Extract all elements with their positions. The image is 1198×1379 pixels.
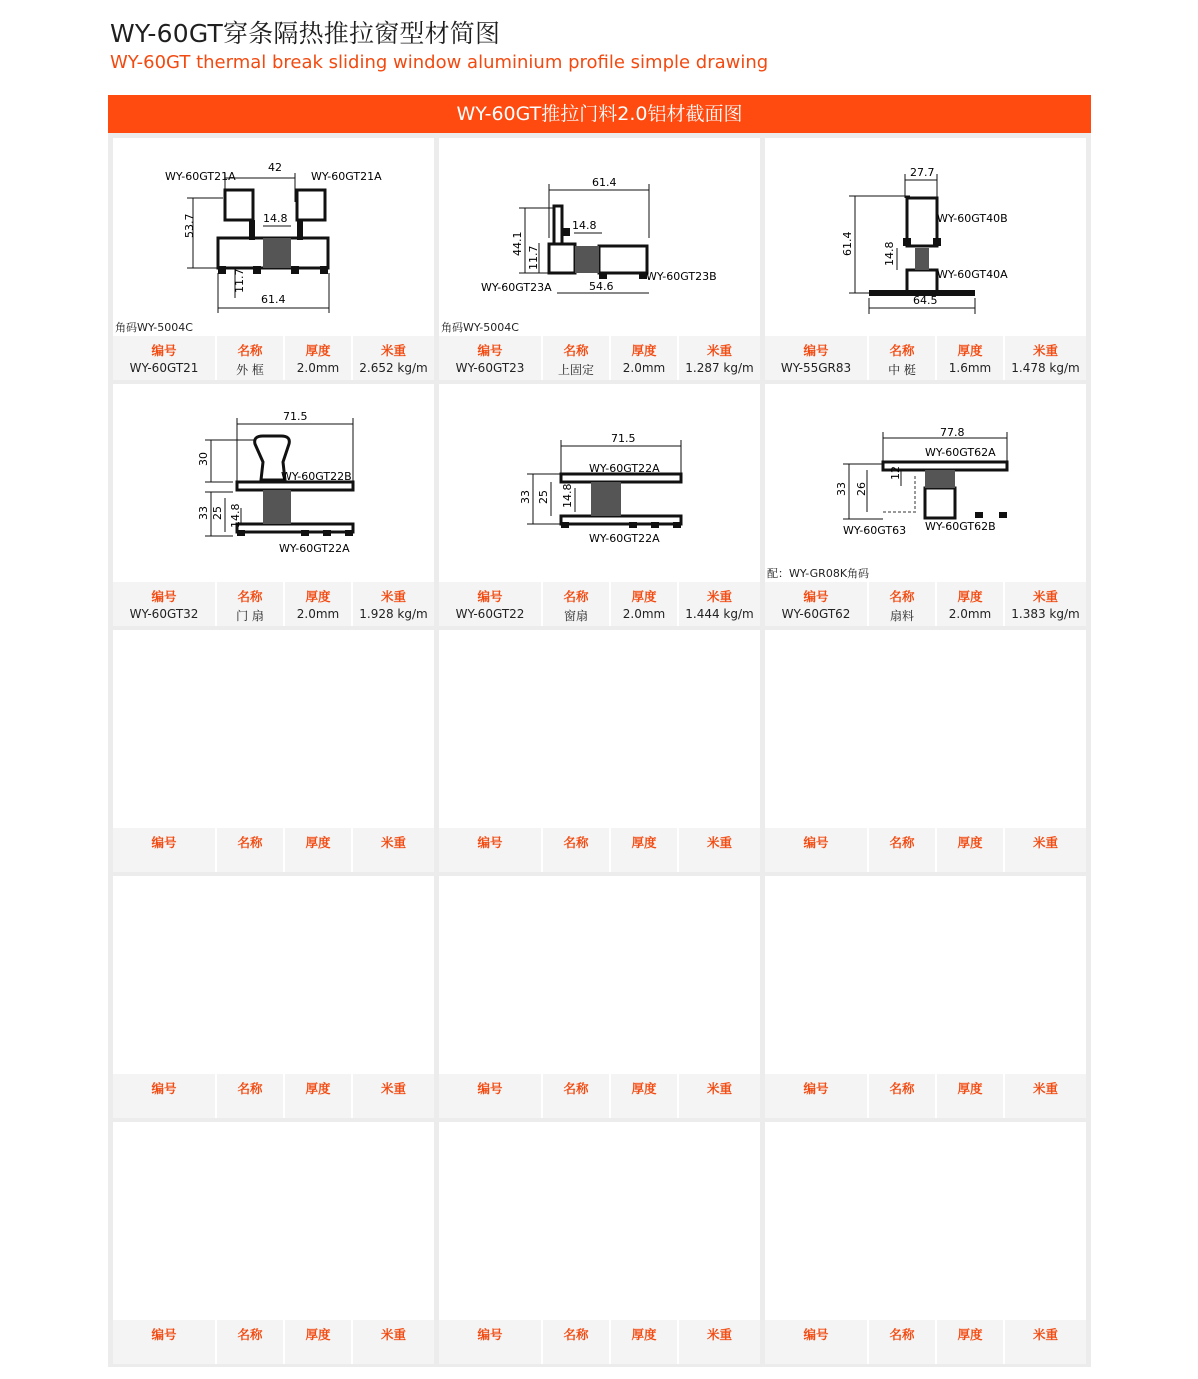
cell-name: 窗扇 <box>563 609 588 623</box>
profile-note: 配：WY-GR08K角码 <box>767 567 870 580</box>
profile-card <box>113 384 434 626</box>
col-header-code: 编号 <box>477 835 503 850</box>
profile-grid <box>108 133 1091 1367</box>
col-header-code: 编号 <box>803 835 829 850</box>
col-header-name: 名称 <box>237 343 263 358</box>
col-header-thickness: 厚度 <box>305 835 331 850</box>
dim-label: 11.7 <box>527 245 540 270</box>
profile-table <box>113 828 434 872</box>
dim-label: 14.8 <box>561 483 574 508</box>
profile-table <box>765 828 1086 872</box>
col-header-code: 编号 <box>151 1327 177 1342</box>
col-header-name: 名称 <box>889 1327 915 1342</box>
profile-drawing <box>113 138 434 336</box>
profile-drawing <box>765 138 1086 336</box>
label-a: WY-60GT21A <box>165 170 236 183</box>
cell-thickness: 2.0mm <box>948 607 992 621</box>
cell-name: 外 框 <box>236 363 264 377</box>
label-a: WY-60GT40B <box>937 212 1008 225</box>
col-header-thickness: 厚度 <box>957 835 983 850</box>
cell-name: 上固定 <box>557 363 594 377</box>
dim-label: 33 <box>835 482 848 496</box>
col-header-weight: 米重 <box>706 1327 732 1342</box>
dim-label: 61.4 <box>841 231 854 256</box>
col-header-name: 名称 <box>889 589 915 604</box>
profile-card-empty <box>113 630 434 872</box>
dim-label: 14.8 <box>263 212 288 225</box>
dim-label: 30 <box>197 452 210 466</box>
profile-card <box>765 138 1086 380</box>
col-header-thickness: 厚度 <box>631 1327 657 1342</box>
col-header-weight: 米重 <box>380 835 406 850</box>
col-header-weight: 米重 <box>1032 835 1058 850</box>
dim-label: 12 <box>889 466 902 480</box>
label-a: WY-60GT22A <box>589 462 660 475</box>
col-header-name: 名称 <box>889 835 915 850</box>
profile-note: 角码WY-5004C <box>115 321 193 334</box>
cell-name: 扇料 <box>889 609 914 623</box>
cell-thickness: 1.6mm <box>948 361 992 375</box>
dim-label: 61.4 <box>261 293 286 306</box>
profile-table <box>439 336 760 380</box>
col-header-thickness: 厚度 <box>305 343 331 358</box>
label-b: WY-60GT23B <box>646 270 717 283</box>
cell-name: 中 梃 <box>888 363 916 377</box>
profile-table <box>113 336 434 380</box>
col-header-thickness: 厚度 <box>631 1081 657 1096</box>
dim-label: 25 <box>537 490 550 504</box>
col-header-name: 名称 <box>563 835 589 850</box>
col-header-thickness: 厚度 <box>957 1327 983 1342</box>
dim-label: 14.8 <box>229 503 242 528</box>
profile-table <box>113 582 434 626</box>
profile-card-empty <box>113 1122 434 1364</box>
dim-label: 77.8 <box>940 426 965 439</box>
col-header-thickness: 厚度 <box>631 343 657 358</box>
col-header-name: 名称 <box>237 1081 263 1096</box>
profile-card-empty <box>765 1122 1086 1364</box>
col-header-code: 编号 <box>151 589 177 604</box>
profile-table <box>765 582 1086 626</box>
dim-label: 54.6 <box>589 280 614 293</box>
profile-table <box>765 1320 1086 1364</box>
profile-drawing <box>439 138 760 336</box>
cell-code: WY-60GT62 <box>781 607 851 621</box>
profile-card-empty <box>439 630 760 872</box>
col-header-weight: 米重 <box>1032 1081 1058 1096</box>
cell-weight: 2.652 kg/m <box>359 361 428 375</box>
profile-drawing <box>439 384 760 582</box>
dim-label: 44.1 <box>511 231 524 256</box>
col-header-name: 名称 <box>889 1081 915 1096</box>
col-header-name: 名称 <box>889 343 915 358</box>
col-header-weight: 米重 <box>380 1327 406 1342</box>
label-b: WY-60GT63 <box>843 524 907 537</box>
profile-card-empty <box>439 1122 760 1364</box>
col-header-weight: 米重 <box>1032 343 1058 358</box>
cell-weight: 1.478 kg/m <box>1011 361 1080 375</box>
col-header-code: 编号 <box>477 1081 503 1096</box>
profile-card-empty <box>765 876 1086 1118</box>
label-b: WY-60GT22A <box>589 532 660 545</box>
dim-label: 11.7 <box>233 268 246 293</box>
profile-drawing <box>765 384 1086 582</box>
label-a: WY-60GT23A <box>481 281 552 294</box>
col-header-code: 编号 <box>803 343 829 358</box>
dim-label: 71.5 <box>283 410 308 423</box>
profile-table <box>113 1074 434 1118</box>
cell-weight: 1.383 kg/m <box>1011 607 1080 621</box>
col-header-weight: 米重 <box>706 589 732 604</box>
col-header-code: 编号 <box>803 589 829 604</box>
profile-table <box>765 1074 1086 1118</box>
profile-table <box>765 336 1086 380</box>
label-b: WY-60GT40A <box>937 268 1008 281</box>
dim-label: 53.7 <box>183 213 196 238</box>
col-header-thickness: 厚度 <box>957 1081 983 1096</box>
col-header-weight: 米重 <box>706 835 732 850</box>
dim-label: 64.5 <box>913 294 938 307</box>
col-header-code: 编号 <box>151 835 177 850</box>
cell-weight: 1.928 kg/m <box>359 607 428 621</box>
cell-code: WY-60GT22 <box>455 607 525 621</box>
dim-label: 71.5 <box>611 432 636 445</box>
col-header-thickness: 厚度 <box>631 589 657 604</box>
label-c: WY-60GT62B <box>925 520 996 533</box>
section-banner: WY-60GT推拉门料2.0铝材截面图 <box>108 95 1091 133</box>
cell-weight: 1.444 kg/m <box>685 607 754 621</box>
cell-name: 门 扇 <box>236 609 264 623</box>
label-a: WY-60GT62A <box>925 446 996 459</box>
profile-card <box>439 138 760 380</box>
dim-label: 14.8 <box>883 241 896 266</box>
dim-label: 33 <box>197 506 210 520</box>
cell-code: WY-55GR83 <box>780 361 852 375</box>
cell-thickness: 2.0mm <box>622 607 666 621</box>
page-subtitle: WY-60GT thermal break sliding window aluminium profile simple drawing <box>110 52 769 73</box>
label-b: WY-60GT21A <box>311 170 382 183</box>
col-header-name: 名称 <box>563 589 589 604</box>
profile-table <box>439 582 760 626</box>
profile-table <box>439 828 760 872</box>
dim-label: 33 <box>519 490 532 504</box>
label-b: WY-60GT22A <box>279 542 350 555</box>
dim-label: 27.7 <box>910 166 935 179</box>
dim-label: 14.8 <box>572 219 597 232</box>
col-header-code: 编号 <box>477 1327 503 1342</box>
col-header-thickness: 厚度 <box>305 589 331 604</box>
cell-code: WY-60GT23 <box>455 361 525 375</box>
profile-card-empty <box>765 630 1086 872</box>
col-header-name: 名称 <box>237 589 263 604</box>
cell-thickness: 2.0mm <box>296 361 340 375</box>
col-header-weight: 米重 <box>380 343 406 358</box>
col-header-code: 编号 <box>151 343 177 358</box>
col-header-weight: 米重 <box>380 1081 406 1096</box>
col-header-name: 名称 <box>563 1327 589 1342</box>
profile-drawing <box>113 384 434 582</box>
col-header-weight: 米重 <box>1032 1327 1058 1342</box>
cell-thickness: 2.0mm <box>296 607 340 621</box>
dim-label: 42 <box>268 161 282 174</box>
profile-card <box>113 138 434 380</box>
col-header-name: 名称 <box>237 1327 263 1342</box>
profile-table <box>439 1320 760 1364</box>
profile-table <box>113 1320 434 1364</box>
cell-code: WY-60GT21 <box>129 361 199 375</box>
dim-label: 25 <box>211 506 224 520</box>
profile-table <box>439 1074 760 1118</box>
dim-label: 61.4 <box>592 176 617 189</box>
profile-card-empty <box>113 876 434 1118</box>
cell-weight: 1.287 kg/m <box>685 361 754 375</box>
cell-code: WY-60GT32 <box>129 607 199 621</box>
profile-card <box>439 384 760 626</box>
cell-thickness: 2.0mm <box>622 361 666 375</box>
col-header-thickness: 厚度 <box>957 589 983 604</box>
col-header-weight: 米重 <box>1032 589 1058 604</box>
col-header-thickness: 厚度 <box>305 1081 331 1096</box>
col-header-name: 名称 <box>237 835 263 850</box>
profile-card-empty <box>439 876 760 1118</box>
col-header-code: 编号 <box>151 1081 177 1096</box>
col-header-code: 编号 <box>477 589 503 604</box>
col-header-name: 名称 <box>563 1081 589 1096</box>
col-header-thickness: 厚度 <box>305 1327 331 1342</box>
dim-label: 26 <box>855 482 868 496</box>
label-a: WY-60GT22B <box>281 470 352 483</box>
page-title: WY-60GT穿条隔热推拉窗型材简图 <box>110 19 501 48</box>
col-header-code: 编号 <box>803 1327 829 1342</box>
col-header-weight: 米重 <box>706 343 732 358</box>
col-header-thickness: 厚度 <box>631 835 657 850</box>
profile-card <box>765 384 1086 626</box>
profile-note: 角码WY-5004C <box>441 321 519 334</box>
col-header-weight: 米重 <box>706 1081 732 1096</box>
col-header-thickness: 厚度 <box>957 343 983 358</box>
col-header-code: 编号 <box>477 343 503 358</box>
col-header-weight: 米重 <box>380 589 406 604</box>
col-header-name: 名称 <box>563 343 589 358</box>
col-header-code: 编号 <box>803 1081 829 1096</box>
